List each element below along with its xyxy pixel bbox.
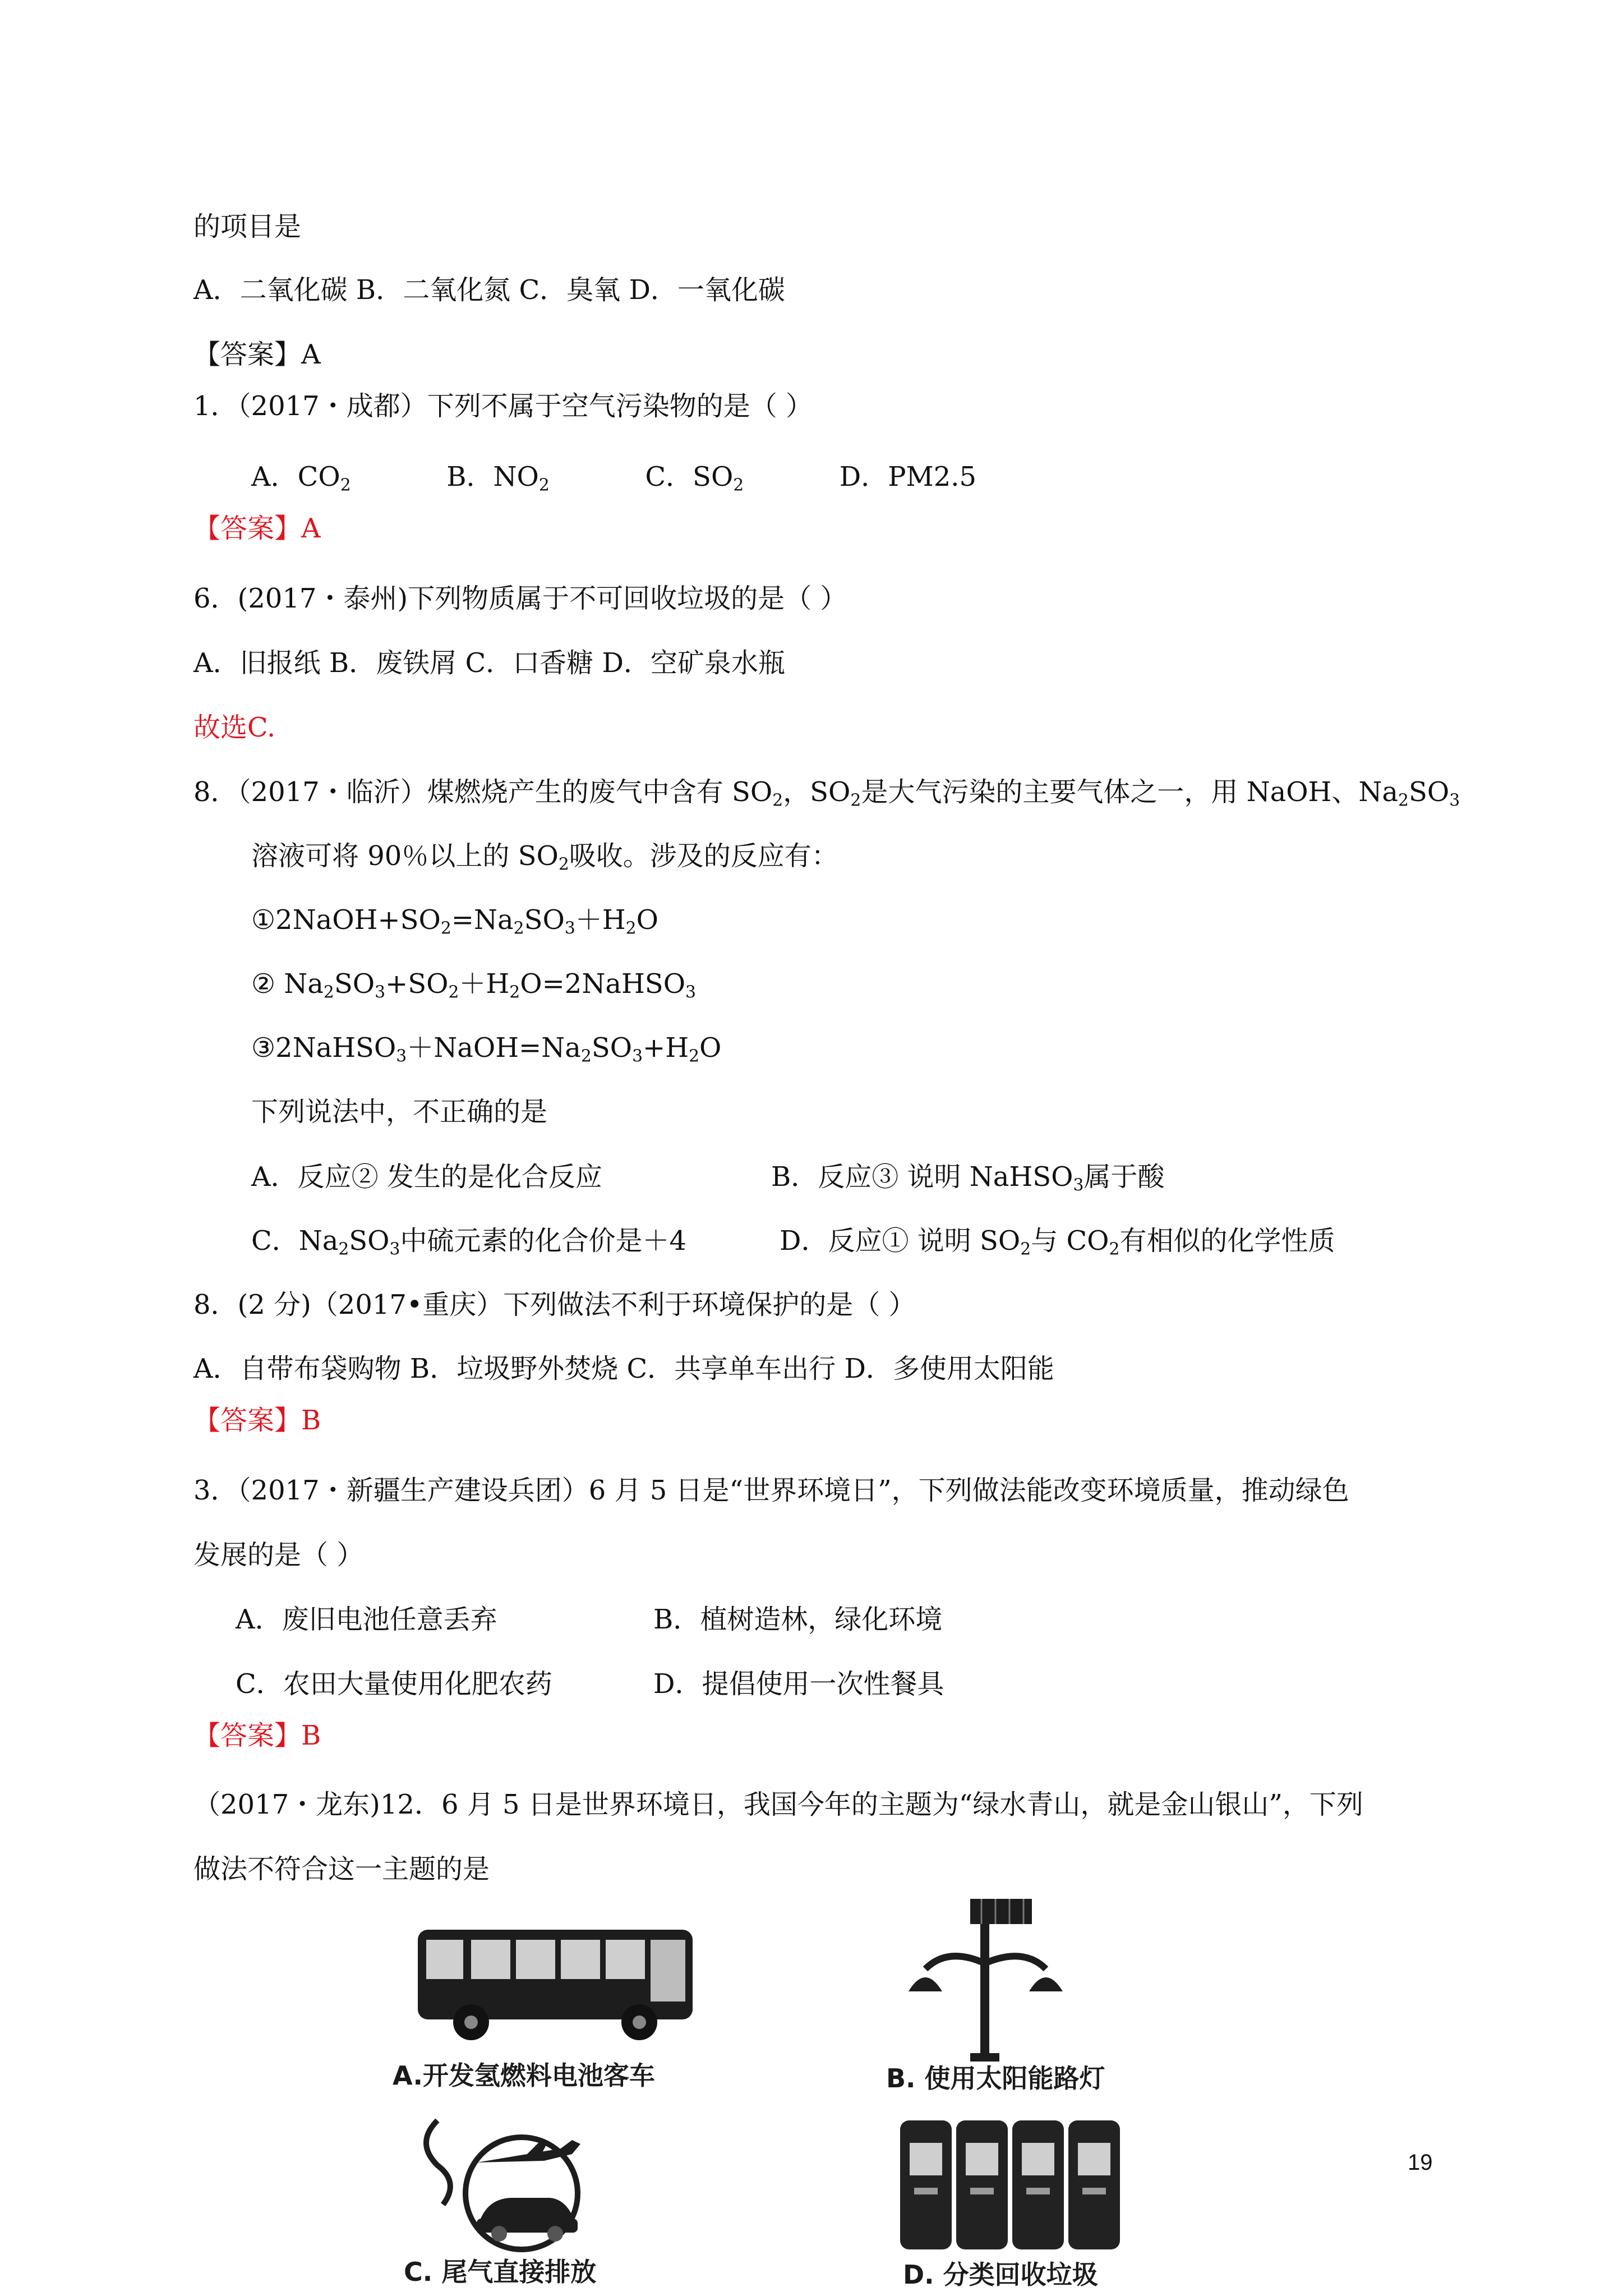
q3-stem-line2: 发展的是（ ） xyxy=(193,1539,364,1571)
q8a-option-b: B．反应③ 说明 NaHSO$_3$属于酸 xyxy=(771,1161,1165,1195)
q1-option-c: C．$SO_2$ xyxy=(645,461,744,495)
q12-stem-line2: 做法不符合这一主题的是 xyxy=(193,1853,490,1885)
q8a-stem-line1: 8．（2017・临沂）煤燃烧产生的废气中含有 $SO_2$，$SO_2$是大气污染的主要气体之一，用 NaOH、$Na_2SO_3$ xyxy=(193,776,1460,811)
q8a-option-d: D．反应① 说明 $SO_2$与 $CO_2$有相似的化学性质 xyxy=(780,1225,1335,1259)
bus-icon xyxy=(404,1918,707,2047)
car-exhaust-airplane-icon xyxy=(404,2109,628,2255)
q6-answer: 故选C. xyxy=(193,712,276,743)
q3-option-b: B．植树造林，绿化环境 xyxy=(653,1604,943,1635)
q8a-option-a: A．反应② 发生的是化合反应 xyxy=(251,1161,602,1193)
figure-a-caption: A.开发氢燃料电池客车 xyxy=(393,2060,655,2091)
q3-option-d: D．提倡使用一次性餐具 xyxy=(653,1668,944,1700)
q3-option-a: A．废旧电池任意丢弃 xyxy=(236,1604,497,1635)
q1-answer: 【答案】A xyxy=(193,513,321,544)
q8b-answer: 【答案】B xyxy=(193,1405,321,1436)
q6-options: A．旧报纸 B．废铁屑 C．口香糖 D．空矿泉水瓶 xyxy=(193,647,785,679)
figure-b-caption: B. 使用太阳能路灯 xyxy=(886,2063,1105,2093)
q8a-stem-line2: 溶液可将 90％以上的 $SO_2$吸收。涉及的反应有： xyxy=(251,840,838,875)
recycling-bins-icon xyxy=(892,2109,1133,2255)
reaction-3: $③2NaHSO_3+NaOH=Na_2SO_3+H_2O$ xyxy=(251,1032,722,1066)
q12-stem-line1: （2017・龙东)12．6 月 5 日是世界环境日，我国今年的主题为“绿水青山，就是金山银山”，下列 xyxy=(193,1789,1363,1820)
q3-option-c: C．农田大量使用化肥农药 xyxy=(236,1668,552,1700)
q1-option-b: B．$NO_2$ xyxy=(446,461,550,495)
reaction-2: ② $Na_2SO_3+SO_2+H_2O=2NaHSO_3$ xyxy=(251,968,696,1002)
q0-options: A．二氧化碳 B．二氧化氮 C．臭氧 D．一氧化碳 xyxy=(193,274,785,306)
q8a-question: 下列说法中，不正确的是 xyxy=(251,1096,548,1128)
q8b-stem: 8．(2 分)（2017•重庆）下列做法不利于环境保护的是（ ） xyxy=(193,1289,916,1320)
page-number: 19 xyxy=(1408,2150,1433,2175)
solar-street-lamp-icon xyxy=(886,1896,1082,2064)
q1-stem: 1．（2017・成都）下列不属于空气污染物的是（ ） xyxy=(193,390,813,422)
q1-option-a: A．$CO_2$ xyxy=(251,461,351,495)
q6-stem: 6．(2017・泰州)下列物质属于不可回收垃圾的是（ ） xyxy=(193,583,847,614)
q8b-options: A．自带布袋购物 B．垃圾野外焚烧 C．共享单车出行 D．多使用太阳能 xyxy=(193,1353,1054,1384)
figure-c-caption: C. 尾气直接排放 xyxy=(404,2257,597,2287)
q3-answer: 【答案】B xyxy=(193,1720,321,1751)
intro-tail: 的项目是 xyxy=(193,211,302,242)
q8a-option-c: C．$Na_2SO_3$中硫元素的化合价是＋4 xyxy=(251,1225,687,1259)
q3-stem-line1: 3．（2017・新疆生产建设兵团）6 月 5 日是“世界环境日”，下列做法能改变环境质量，推动绿色 xyxy=(193,1475,1349,1506)
reaction-1: $①2NaOH+SO_2=Na_2SO_3+H_2O$ xyxy=(251,904,658,938)
q1-options xyxy=(251,459,976,495)
figure-d-caption: D. 分类回收垃圾 xyxy=(903,2260,1098,2290)
q0-answer: 【答案】A xyxy=(193,339,321,370)
q1-option-d: D．PM2.5 xyxy=(839,461,977,493)
